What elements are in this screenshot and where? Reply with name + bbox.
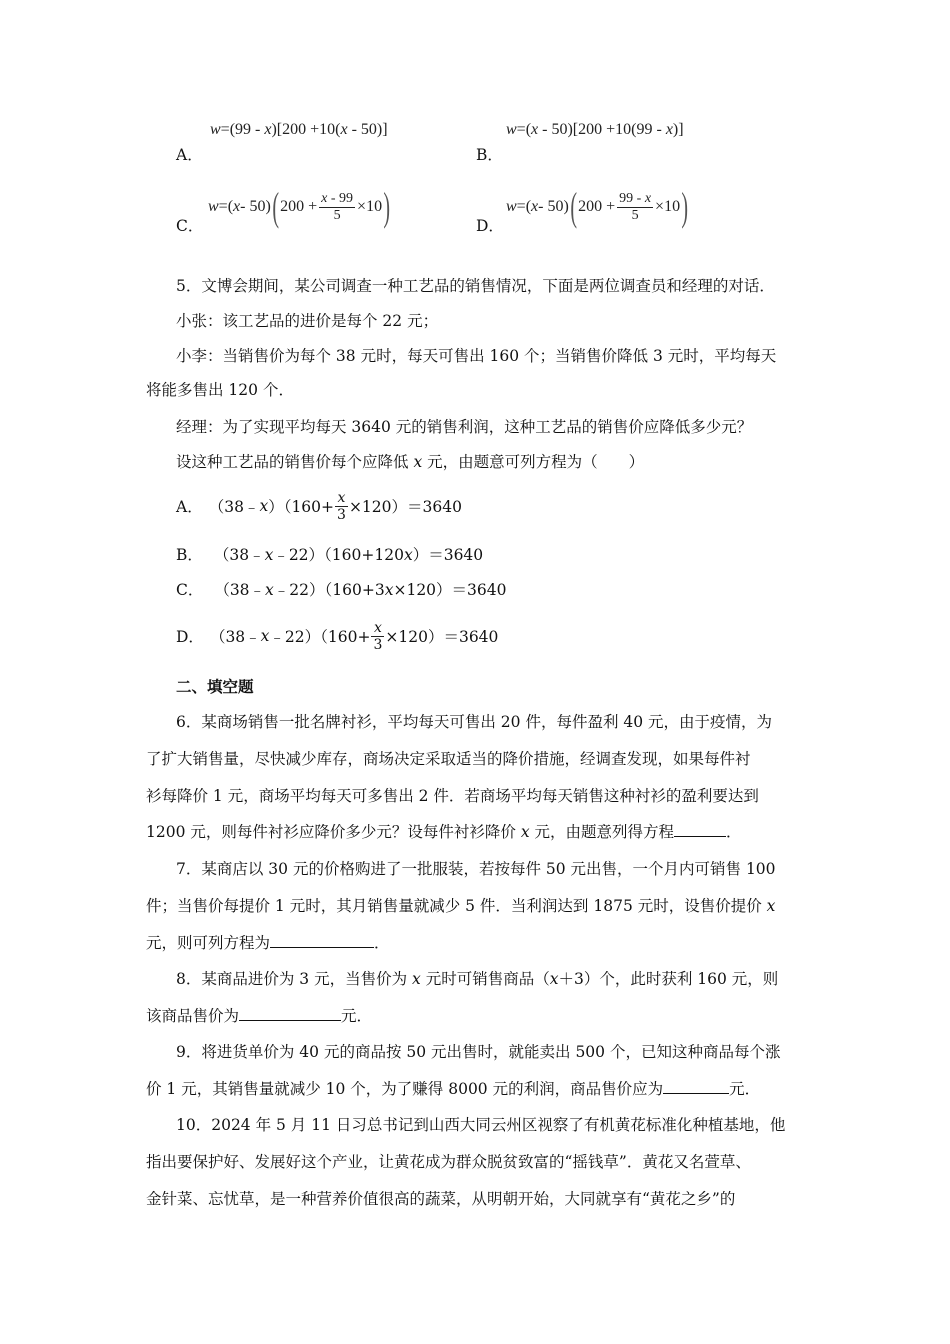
option-label: D． [176,628,204,646]
answer-blank[interactable] [239,1006,341,1021]
q5-intro: 5．文博会期间，某公司调查一种工艺品的销售情况，下面是两位调查员和经理的对话． [176,277,775,295]
q5-setup: 设这种工艺品的销售价每个应降低 x 元，由题意可列方程为（ ） [176,453,645,471]
option-label: A． [176,498,203,516]
q5-li-line2: 将能多售出 120 个． [146,381,294,399]
answer-blank[interactable] [270,933,374,948]
q8-line2: 该商品售价为 元． [146,1007,373,1025]
q9-line2: 价 1 元，其销售量就减少 10 个，为了赚得 8000 元的利润，商品售价应为 元． [146,1080,761,1098]
q5-option-a: A． （38﹣ x ）（160+ $\frac{x}{3}$ ×120）＝3640 [176,489,462,523]
q5-option-d: D． （38﹣ x ﹣22）（160+ $\frac{x}{3}$ ×120）＝3640 [176,619,499,653]
q6-line1: 6．某商场销售一批名牌衬衫，平均每天可售出 20 件，每件盈利 40 元，由于疫情，为 [176,713,773,731]
q7-line1: 7．某商店以 30 元的价格购进了一批服装，若按每件 50 元出售，一个月内可销售 100 [176,860,776,878]
q10-line1: 10．2024 年 5 月 11 日习总书记到山西大同云州区视察了有机黄花标准化种植基地，他 [176,1116,786,1134]
q5-option-c: C． （38﹣x﹣22）（160+3x×120）＝3640 [176,581,507,599]
option-label: C． [176,217,204,235]
answer-blank[interactable] [674,822,726,837]
q5-zhang: 小张：该工艺品的进价是每个 22 元； [176,312,439,330]
q7-line3: 元，则可列方程为 ． [146,934,390,952]
q7-line2: 件；当售价每提价 1 元时，其月销售量就减少 5 件．当利润达到 1875 元时，设售价提价 x [146,897,776,915]
q8-line1: 8．某商品进价为 3 元，当售价为 x 元时可销售商品（x＋3）个，此时获利 160 元，则 [176,970,779,988]
formula: w=(99 - x)[200 +10(x - 50)] [210,121,388,138]
option-label: D． [476,217,504,235]
q9-line1: 9．将进货单价为 40 元的商品按 50 元出售时，就能卖出 500 个，已知这种商品每个涨 [176,1043,781,1061]
option-label: B． [476,146,503,164]
q5-manager: 经理：为了实现平均每天 3640 元的销售利润，这种工艺品的销售价应降低多少元？ [176,418,753,436]
formula: w=(x - 50)[200 +10(99 - x)] [506,121,684,138]
q10-line3: 金针菜、忘忧草，是一种营养价值很高的蔬菜，从明朝开始，大同就享有“黄花之乡”的 [146,1190,736,1208]
q5-li-line1: 小李：当销售价为每个 38 元时，每天可售出 160 个；当销售价降低 3 元时，平均每天 [176,347,777,365]
q6-line3: 衫每降价 1 元，商场平均每天可多售出 2 件．若商场平均每天销售这种衬衫的盈利要达到 [146,787,759,805]
formula: w =( x - 50) ( 200 + $\frac{x - 99}{5}$ ×10 ) [208,184,391,229]
q10-line2: 指出要保护好、发展好这个产业，让黄花成为群众脱贫致富的“摇钱草”．黄花又名萱草、 [146,1153,751,1171]
answer-blank[interactable] [663,1079,729,1094]
option-label: B． [176,546,203,564]
q6-line4: 1200 元，则每件衬衫应降价多少元？设每件衬衫降价 x 元，由题意列得方程 ． [146,823,742,841]
option-label: A． [176,146,203,164]
q5-option-b: B． （38﹣x﹣22）（160+120x）＝3640 [176,546,484,564]
section-heading: 二、填空题 [176,677,254,696]
formula: w =( x - 50) ( 200 + $\frac{99 - x}{5}$ ×10 ) [506,184,689,229]
q6-line2: 了扩大销售量，尽快减少库存，商场决定采取适当的降价措施，经调查发现，如果每件衬 [146,750,751,768]
option-label: C． [176,581,204,599]
